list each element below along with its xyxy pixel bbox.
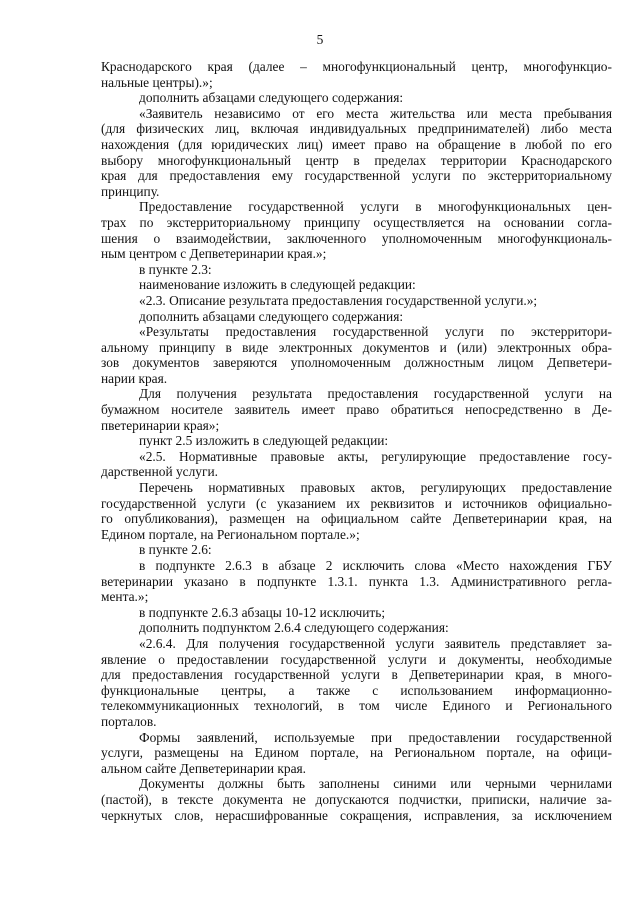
text-line: «2.6.4. Для получения государственной услуги заявитель представляет за- (139, 635, 612, 651)
text-line: выбору многофункциональный центр в пределах территории Краснодарского (101, 152, 612, 168)
text-line: функциональные центры, а также с использованием информационно- (101, 682, 612, 698)
text-line: в пункте 2.6: (139, 542, 212, 558)
text-line: «2.5. Нормативные правовые акты, регулирующие предоставление госу- (139, 448, 612, 464)
text-line: в пункте 2.3: (139, 261, 212, 277)
text-line: трах по экстерриториальному принципу осуществляется на основании согла- (101, 214, 612, 230)
text-line: в подпункте 2.6.3 в абзаце 2 исключить слова «Место нахождения ГБУ (139, 558, 612, 573)
text-line: (для физических лиц, включая индивидуальных предпринимателей) либо места (101, 121, 612, 137)
text-line: «2.3. Описание результата предоставления государственной услуги.»; (139, 292, 538, 308)
text-line: Едином портале, на Региональном портале.»; (101, 526, 360, 542)
text-line: мента.»; (101, 589, 149, 605)
text-line: пункт 2.5 изложить в следующей редакции: (139, 433, 389, 449)
text-line: шения о взаимодействии, заключенного уполномоченным многофункциональ- (101, 230, 612, 246)
text-line: Перечень нормативных правовых актов, регулирующих предоставление (139, 480, 612, 496)
text-line: дополнить абзацами следующего содержания: (139, 90, 404, 106)
document-body (101, 59, 612, 823)
text-line: порталов. (101, 713, 157, 729)
text-line: «Заявитель независимо от его места жительства или места пребывания (139, 105, 612, 121)
text-line: зов документов заверяются уполномоченным должностным лицом Депветери- (101, 355, 612, 371)
text-line: нарии края. (101, 370, 168, 386)
page-number: 5 (316, 32, 324, 47)
text-line: ным центром с Депветеринарии края.»; (101, 246, 327, 262)
text-line: принципу. (101, 183, 160, 199)
text-line: Для получения результата предоставления государственной услуги на (139, 386, 612, 402)
text-line: явление о предоставлении государственной услуги и документы, необходимые (101, 651, 612, 667)
text-line: Предоставление государственной услуги в многофункциональных цен- (139, 199, 612, 215)
text-line: дарственной услуги. (101, 464, 218, 480)
text-line: го опубликования), размещен на официальном сайте Депветеринарии края, на (101, 511, 612, 527)
text-line: нальные центры).»; (101, 74, 213, 90)
text-line: государственной услуги (с указанием их реквизитов и источников официально- (101, 495, 612, 511)
text-line: наименование изложить в следующей редакции: (139, 277, 416, 293)
text-line: в подпункте 2.6.3 абзацы 10-12 исключить; (139, 604, 386, 620)
text-line: нахождения (для юридических лиц) имеет право на обращение в любой по его (101, 136, 612, 152)
text-line: края для предоставления ему государственной услуги по экстерриториальному (101, 168, 612, 184)
text-line: услуги, размещены на Едином портале, на Региональном портале, на офици- (101, 745, 612, 761)
text-line: телекоммуникационных технологий, в том числе Единого и Регионального (101, 698, 612, 714)
text-line: (пастой), в тексте документа не допускаются подчистки, приписки, наличие за- (101, 791, 612, 807)
text-line: пветеринарии края»; (101, 417, 220, 433)
text-line: Формы заявлений, используемые при предоставлении государственной (139, 729, 612, 745)
text-line: бумажном носителе заявитель имеет право обратиться непосредственно в Де- (101, 402, 612, 418)
text-line: черкнутых слов, нерасшифрованные сокращения, исправления, за исключением (101, 807, 612, 823)
text-line: дополнить подпунктом 2.6.4 следующего содержания: (139, 620, 449, 636)
text-line: альном сайте Депветеринарии края. (101, 760, 307, 776)
text-line: альному принципу в виде электронных документов и (или) электронных обра- (101, 339, 612, 355)
text-line: ветеринарии указано в подпункте 1.3.1. пункта 1.3. Административного регла- (101, 573, 612, 589)
text-line: Краснодарского края (далее – многофункциональный центр, многофункцио- (101, 59, 612, 74)
text-line: для предоставления государственной услуги в Депветеринарии края, в много- (101, 667, 612, 683)
text-line: Документы должны быть заполнены синими или черными чернилами (139, 776, 612, 792)
text-line: дополнить абзацами следующего содержания: (139, 308, 404, 324)
text-line: «Результаты предоставления государственной услуги по экстерритори- (139, 324, 612, 340)
